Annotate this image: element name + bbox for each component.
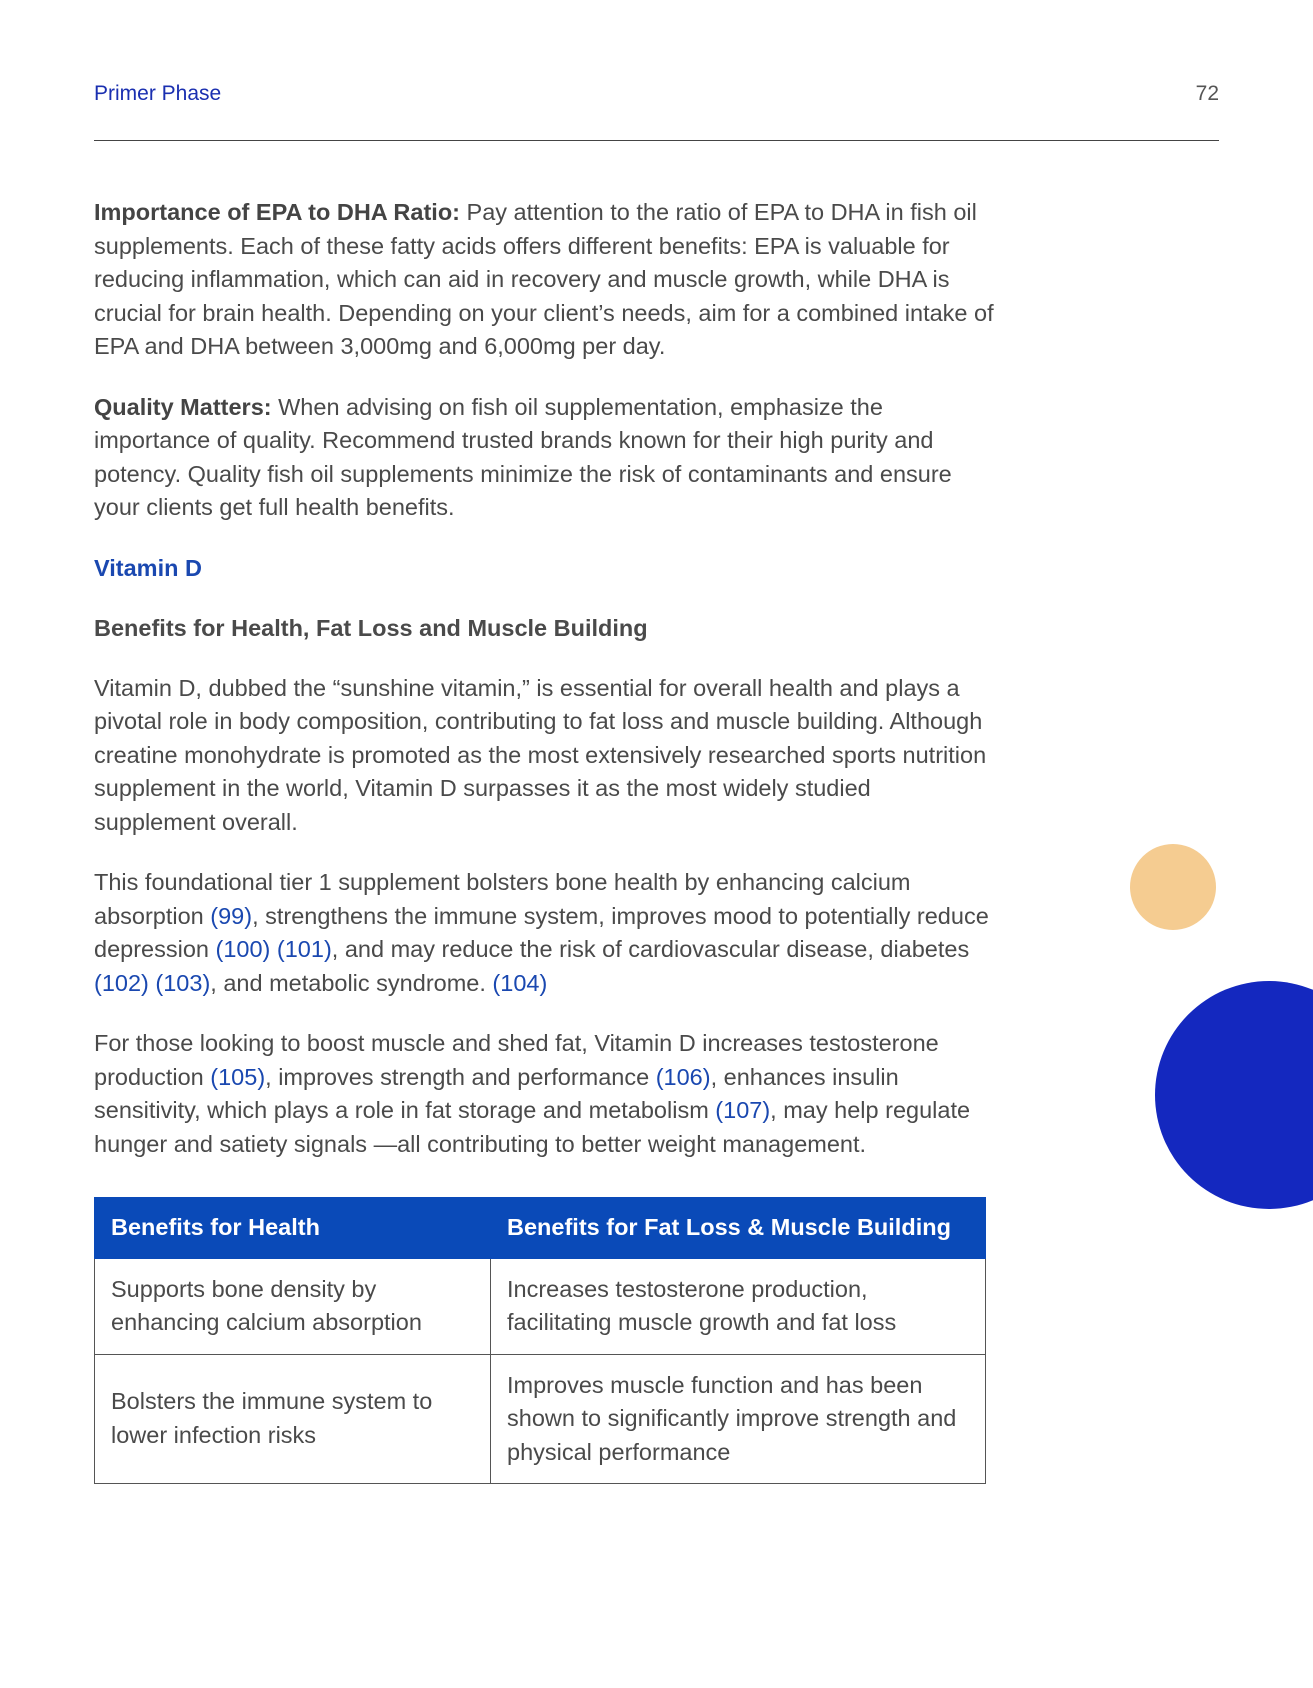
table-cell: Bolsters the immune system to lower infection risks [95,1354,491,1484]
section-heading-vitamin-d: Vitamin D [94,554,202,581]
table-header-health: Benefits for Health [95,1198,491,1259]
citation-link[interactable]: (102) [94,969,149,996]
text-run: , strengthens the immune system, improves mood to potentially reduce depression [94,902,989,962]
text-run: This foundational tier 1 supplement bolsters bone health by enhancing calcium absorption [94,869,911,929]
table-cell: Improves muscle function and has been shown to significantly improve strength and physical performance [491,1354,986,1484]
decorative-orange-circle [1130,844,1216,930]
page-number: 72 [1195,82,1219,105]
paragraph-vitamin-d-intro: Vitamin D, dubbed the “sunshine vitamin,” is essential for overall health and plays a pivotal role in body composition, contributing to fat loss and muscle building. Although creatine monohydrate is promoted as the most extensively researched sports nutrition supplement in the world, Vitamin D surpasses it as the most widely studied supplement overall. [94,674,987,835]
paragraph-text: When advising on fish oil supplementation, emphasize the importance of quality. Recommend trusted brands known for their high purity and potency. Quality fish oil supplements minimize the risk of contaminants and ensure your clients get full health benefits. [94,393,952,520]
text-run: For those looking to boost muscle and shed fat, Vitamin D increases testosterone production [94,1030,939,1090]
text-run: , and may reduce the risk of cardiovascular disease, diabetes [331,936,970,962]
citation-link[interactable]: (103) [155,969,211,996]
paragraph-lead: Importance of EPA to DHA Ratio: [94,199,460,225]
text-run: , and metabolic syndrome. [210,969,493,996]
paragraph-muscle-fat [94,1027,994,1161]
citation-link[interactable]: (105) [210,1063,266,1090]
paragraph-quality-matters [94,391,994,525]
citation-link[interactable]: (100) [215,936,271,962]
table-cell: Increases testosterone production, facilitating muscle growth and fat loss [491,1258,986,1354]
decorative-blue-circle [1155,981,1313,1209]
table-header-fat-loss-muscle: Benefits for Fat Loss & Muscle Building [491,1198,986,1259]
citation-link[interactable]: (107) [715,1097,771,1123]
subheading-benefits: Benefits for Health, Fat Loss and Muscle Building [94,614,648,641]
citation-link[interactable]: (99) [210,902,253,929]
header-divider [94,140,1219,141]
table-cell: Supports bone density by enhancing calcium absorption [95,1258,491,1354]
table-header-row [95,1198,986,1259]
paragraph-foundational-tier [94,866,994,1000]
paragraph-text: Pay attention to the ratio of EPA to DHA in fish oil supplements. Each of these fatty acids offers different benefits: EPA is valuable for reducing inflammation, which can aid in recovery and muscle growth, while DHA is crucial for brain health. Depending on your client’s needs, aim for a combined intake of EPA and DHA between 3,000mg and 6,000mg per day. [94,199,994,359]
text-run: , enhances insulin sensitivity, which plays a role in fat storage and metabolism [94,1063,899,1123]
table-row [95,1354,986,1484]
citation-link[interactable]: (106) [655,1063,711,1090]
citation-link[interactable]: (101) [276,936,332,962]
paragraph-epa-dha-ratio [94,196,994,364]
table-row [95,1258,986,1354]
text-run: , improves strength and performance [265,1063,656,1090]
paragraph-lead: Quality Matters: [94,393,272,420]
benefits-table [94,1197,986,1484]
running-header-title: Primer Phase [94,82,222,105]
text-run: , may help regulate hunger and satiety signals —all contributing to better weight management. [94,1097,971,1157]
main-content [94,196,994,1484]
citation-link[interactable]: (104) [492,969,548,996]
